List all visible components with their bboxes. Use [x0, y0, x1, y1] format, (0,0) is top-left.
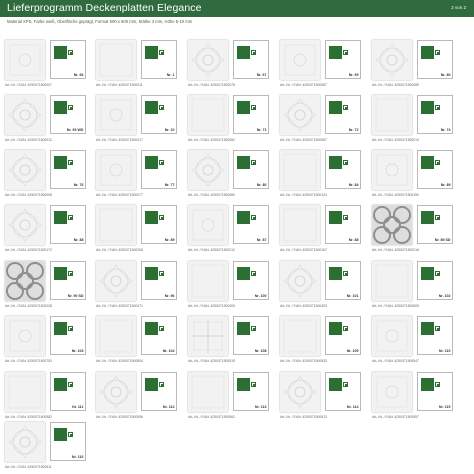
tile-info-box — [417, 372, 453, 411]
tile-image — [188, 150, 228, 190]
page-title: Lieferprogramm Deckenplatten Elegance — [7, 2, 202, 14]
tile-image — [96, 205, 136, 245]
tile-item — [188, 93, 272, 143]
tile-number: Nr. 67 — [256, 72, 267, 77]
tile-info-box — [325, 40, 361, 79]
tile-number: Nr. 101 — [346, 293, 359, 298]
tile-info-box — [141, 205, 177, 244]
tile-size-icon — [329, 156, 342, 169]
tile-info-box — [417, 95, 453, 134]
tile-size-small-icon — [68, 382, 73, 387]
tile-info-box — [233, 261, 269, 300]
tile-size-icon — [54, 211, 67, 224]
tile-info-box — [141, 150, 177, 189]
tile-info-box — [325, 316, 361, 355]
tile-article-number: Art.-Nr. / EAN: 4250071500082 — [188, 138, 235, 142]
tile-item — [280, 203, 364, 253]
tile-number: Nr. 89 — [164, 237, 175, 242]
tile-article-number: Art.-Nr. / EAN: 4250071500172 — [5, 248, 52, 252]
tile-image — [188, 95, 228, 135]
tile-image — [96, 372, 136, 412]
tile-info-box — [325, 372, 361, 411]
tile-info-box — [141, 261, 177, 300]
tile-item — [188, 370, 272, 420]
tile-article-number: Art.-Nr. / EAN: 4250071500596 — [96, 415, 143, 419]
tile-size-icon — [54, 322, 67, 335]
tile-size-small-icon — [159, 382, 164, 387]
tile-image — [5, 316, 45, 356]
tile-size-small-icon — [68, 50, 73, 55]
tile-image — [5, 150, 45, 190]
tile-number: Nr. 1 — [166, 72, 175, 77]
tile-size-small-icon — [68, 271, 73, 276]
tile-article-number: Art.-Nr. / EAN: 4250071500471 — [96, 304, 143, 308]
tile-size-small-icon — [159, 50, 164, 55]
tile-image — [280, 261, 320, 301]
tile-image — [96, 150, 136, 190]
tile-info-box — [233, 95, 269, 134]
tile-size-small-icon — [435, 215, 440, 220]
tile-size-small-icon — [343, 105, 348, 110]
tile-size-icon — [237, 156, 250, 169]
tile-size-small-icon — [343, 382, 348, 387]
tile-item — [372, 370, 456, 420]
tile-size-small-icon — [251, 326, 256, 331]
tile-size-small-icon — [68, 215, 73, 220]
tile-size-icon — [421, 378, 434, 391]
tile-article-number: Art.-Nr. / EAN: 4250071500519 — [188, 359, 235, 363]
tile-item — [96, 93, 180, 143]
tile-info-box — [141, 95, 177, 134]
tile-image — [188, 261, 228, 301]
tile-article-number: Art.-Nr. / EAN: 4250071500011 — [96, 83, 143, 87]
tile-image — [372, 95, 412, 135]
tile-size-small-icon — [68, 326, 73, 331]
tile-info-box — [141, 316, 177, 355]
tile-article-number: Art.-Nr. / EAN: 4250071500208 — [96, 248, 143, 252]
tile-size-icon — [237, 46, 250, 59]
tile-item — [96, 203, 180, 253]
tile-number: Nr. 80 — [440, 72, 451, 77]
tile-article-number: Art.-Nr. / EAN: 4250071500493 — [188, 304, 235, 308]
tile-number: Nr. 74 — [440, 127, 451, 132]
tile-size-icon — [329, 378, 342, 391]
tile-image — [5, 422, 45, 462]
tile-item — [96, 259, 180, 309]
tile-image — [372, 40, 412, 80]
tile-number: Nr. 80 — [256, 182, 267, 187]
tile-size-small-icon — [251, 105, 256, 110]
tile-image — [280, 40, 320, 80]
tile-size-small-icon — [435, 160, 440, 165]
tile-article-number: Art.-Nr. / EAN: 4250071500212 — [188, 248, 235, 252]
tile-size-icon — [237, 322, 250, 335]
tile-article-number: Art.-Nr. / EAN: 4250071500087 — [280, 138, 327, 142]
tile-image — [96, 95, 136, 135]
tile-size-icon — [54, 267, 67, 280]
tile-article-number: Art.-Nr. / EAN: 4250071500089 — [372, 83, 419, 87]
tile-number: Nr. 113 — [254, 404, 267, 409]
tile-number: Nr. 112 — [162, 404, 175, 409]
tile-item — [188, 203, 272, 253]
tile-size-icon — [54, 46, 67, 59]
tile-image — [372, 372, 412, 412]
tile-number: Nr. 66 — [73, 72, 84, 77]
tile-size-icon — [237, 101, 250, 114]
tile-image — [5, 261, 45, 301]
tile-size-small-icon — [343, 271, 348, 276]
tile-number: Nr. 88 — [73, 237, 84, 242]
tile-size-icon — [421, 101, 434, 114]
tile-size-small-icon — [159, 271, 164, 276]
tile-item — [280, 148, 364, 198]
tile-info-box — [233, 205, 269, 244]
tile-info-box — [417, 205, 453, 244]
tile-item — [96, 148, 180, 198]
tile-number: Nr. 71 — [256, 127, 267, 132]
tile-item — [188, 38, 272, 88]
tile-item — [5, 259, 89, 309]
tile-size-small-icon — [159, 215, 164, 220]
tile-info-box — [50, 316, 86, 355]
tile-item — [372, 93, 456, 143]
tile-image — [5, 205, 45, 245]
tile-image — [280, 95, 320, 135]
tile-image — [280, 150, 320, 190]
tile-number: Nr. 104 — [162, 348, 175, 353]
tile-article-number: Art.-Nr. / EAN: 4250071500561 — [188, 415, 235, 419]
tile-number: Nr. 108 — [254, 348, 267, 353]
tile-item — [96, 370, 180, 420]
tile-image — [280, 205, 320, 245]
tile-item — [5, 420, 89, 470]
tile-info-box — [233, 40, 269, 79]
tile-article-number: Art.-Nr. / EAN: 4250071500505 — [372, 304, 419, 308]
tile-number: Nr. 114 — [346, 404, 359, 409]
tile-size-small-icon — [435, 105, 440, 110]
tile-size-icon — [237, 378, 250, 391]
tile-size-small-icon — [343, 326, 348, 331]
tile-item — [188, 148, 272, 198]
tile-info-box — [325, 205, 361, 244]
tile-article-number: Art.-Nr. / EAN: 4250071500012 — [5, 138, 52, 142]
tile-info-box — [233, 372, 269, 411]
tile-item — [280, 259, 364, 309]
tile-info-box — [325, 261, 361, 300]
tile-item — [372, 38, 456, 88]
tile-size-small-icon — [435, 271, 440, 276]
tile-info-box — [417, 261, 453, 300]
tile-size-icon — [145, 322, 158, 335]
tile-article-number: Art.-Nr. / EAN: 4250071500493 — [280, 304, 327, 308]
tile-info-box — [417, 316, 453, 355]
tile-image — [96, 316, 136, 356]
tile-info-box — [50, 150, 86, 189]
tile-number: Nr. 96 — [164, 293, 175, 298]
tile-info-box — [50, 95, 86, 134]
tile-size-small-icon — [343, 160, 348, 165]
tile-size-icon — [421, 46, 434, 59]
tile-size-icon — [329, 267, 342, 280]
tile-size-small-icon — [159, 105, 164, 110]
tile-article-number: Art.-Nr. / EAN: 4250071500753 — [5, 359, 52, 363]
tile-item — [5, 370, 89, 420]
tile-info-box — [50, 205, 86, 244]
tile-item — [5, 148, 89, 198]
tile-article-number: Art.-Nr. / EAN: 4250071500017 — [96, 138, 143, 142]
tile-info-box — [50, 261, 86, 300]
tile-number: Nr. 103 — [71, 348, 84, 353]
tile-item — [188, 314, 272, 364]
tile-image — [5, 40, 45, 80]
tile-image — [372, 261, 412, 301]
tile-article-number: Art.-Nr. / EAN: 4250071500547 — [372, 359, 419, 363]
tile-size-icon — [145, 267, 158, 280]
tile-image — [280, 316, 320, 356]
tile-item — [280, 314, 364, 364]
tile-size-small-icon — [435, 50, 440, 55]
tile-size-icon — [421, 267, 434, 280]
tile-size-small-icon — [159, 326, 164, 331]
tile-info-box — [50, 372, 86, 411]
tile-size-icon — [54, 378, 67, 391]
tile-info-box — [325, 150, 361, 189]
tile-number: Nr. 89 — [440, 182, 451, 187]
tile-image — [188, 205, 228, 245]
tile-article-number: Art.-Nr. / EAN: 4250071500597 — [372, 415, 419, 419]
tile-number: Nr. 89 SD — [434, 237, 451, 242]
tile-image — [96, 40, 136, 80]
tile-article-number: Art.-Nr. / EAN: 4250071500804 — [96, 359, 143, 363]
tile-size-small-icon — [251, 160, 256, 165]
tile-number: Nr. 10 — [164, 127, 175, 132]
material-description: Material XPS, Farbe weiß, Oberfläche geprägt, Format 500 x 500 mm, Stärke 3 mm, Höhe 5-10 mm — [7, 19, 193, 24]
tile-number: Nr. 115 — [438, 404, 451, 409]
tile-info-box — [50, 40, 86, 79]
tile-image — [5, 95, 45, 135]
tile-image — [372, 316, 412, 356]
tile-size-small-icon — [251, 271, 256, 276]
tile-number: Nr. 110 — [438, 348, 451, 353]
tile-info-box — [50, 422, 86, 461]
tile-image — [188, 316, 228, 356]
tile-size-icon — [145, 46, 158, 59]
tile-size-small-icon — [159, 160, 164, 165]
tile-item — [5, 38, 89, 88]
tile-size-small-icon — [68, 105, 73, 110]
tile-item — [96, 314, 180, 364]
tile-size-small-icon — [251, 50, 256, 55]
tile-info-box — [233, 150, 269, 189]
tile-article-number: Art.-Nr. / EAN: 4250071500167 — [280, 248, 327, 252]
tile-item — [280, 38, 364, 88]
tile-size-icon — [329, 46, 342, 59]
tile-article-number: Art.-Nr. / EAN: 4250071500080 — [188, 193, 235, 197]
tile-item — [372, 148, 456, 198]
tile-number: Nr. 116 — [71, 454, 84, 459]
tile-number: Nr. 72 — [348, 127, 359, 132]
tile-size-small-icon — [435, 382, 440, 387]
tile-size-icon — [145, 156, 158, 169]
tile-size-icon — [329, 101, 342, 114]
tile-item — [280, 93, 364, 143]
tile-size-icon — [145, 378, 158, 391]
tile-item — [5, 203, 89, 253]
tile-size-icon — [145, 101, 158, 114]
tile-item — [372, 203, 456, 253]
tile-article-number: Art.-Nr. / EAN: 4250071500014 — [372, 138, 419, 142]
tile-number: Nr. 102 — [438, 293, 451, 298]
tile-image — [188, 372, 228, 412]
tile-size-small-icon — [251, 382, 256, 387]
tile-info-box — [233, 316, 269, 355]
tile-info-box — [417, 150, 453, 189]
tile-number: Nr. 69 WD — [66, 127, 84, 132]
tile-size-icon — [421, 156, 434, 169]
page-number: 2 von 2 — [451, 5, 466, 10]
tile-image — [280, 372, 320, 412]
tile-number: Nr. 84 — [348, 182, 359, 187]
tile-size-small-icon — [343, 215, 348, 220]
tile-article-number: Art.-Nr. / EAN: 4250071500582 — [5, 415, 52, 419]
tile-size-icon — [54, 428, 67, 441]
tile-item — [372, 259, 456, 309]
tile-item — [96, 38, 180, 88]
tile-size-small-icon — [251, 215, 256, 220]
tile-item — [5, 93, 89, 143]
tile-image — [96, 261, 136, 301]
tile-number: Nr. 90 SD — [67, 293, 84, 298]
tile-size-icon — [145, 211, 158, 224]
tile-number: Nr. 111 — [72, 404, 84, 409]
tile-image — [188, 40, 228, 80]
tile-article-number: Art.-Nr. / EAN: 4250071500228 — [5, 304, 52, 308]
tile-number: Nr. 87 — [256, 237, 267, 242]
tile-article-number: Art.-Nr. / EAN: 4250071500008 — [5, 193, 52, 197]
tile-article-number: Art.-Nr. / EAN: 4250071500533 — [280, 359, 327, 363]
tile-image — [372, 205, 412, 245]
tile-info-box — [141, 40, 177, 79]
tile-info-box — [141, 372, 177, 411]
tile-article-number: Art.-Nr. / EAN: 4250071500611 — [5, 465, 52, 469]
tile-image — [5, 372, 45, 412]
tile-item — [280, 370, 364, 420]
tile-number: Nr. 88 — [348, 237, 359, 242]
tile-article-number: Art.-Nr. / EAN: 4250071500077 — [96, 193, 143, 197]
tile-size-icon — [237, 211, 250, 224]
tile-image — [372, 150, 412, 190]
tile-size-small-icon — [68, 160, 73, 165]
tile-number: Nr. 109 — [346, 348, 359, 353]
tile-article-number: Art.-Nr. / EAN: 4250071500216 — [372, 248, 419, 252]
tile-size-small-icon — [435, 326, 440, 331]
tile-info-box — [325, 95, 361, 134]
tile-size-icon — [237, 267, 250, 280]
tile-number: Nr. 69 — [348, 72, 359, 77]
tile-article-number: Art.-Nr. / EAN: 4250071500007 — [5, 83, 52, 87]
tile-number: Nr. 76 — [73, 182, 84, 187]
tile-size-small-icon — [343, 50, 348, 55]
tile-number: Nr. 100 — [254, 293, 267, 298]
tile-size-small-icon — [68, 432, 73, 437]
tile-size-icon — [421, 211, 434, 224]
tile-article-number: Art.-Nr. / EAN: 4250071500613 — [280, 415, 327, 419]
tile-size-icon — [54, 156, 67, 169]
tile-item — [5, 314, 89, 364]
tile-item — [372, 314, 456, 364]
tile-article-number: Art.-Nr. / EAN: 4250071500190 — [372, 193, 419, 197]
tile-size-icon — [329, 322, 342, 335]
tile-size-icon — [54, 101, 67, 114]
tile-article-number: Art.-Nr. / EAN: 4250071500087 — [280, 83, 327, 87]
tile-item — [188, 259, 272, 309]
tile-number: Nr. 77 — [164, 182, 175, 187]
tile-article-number: Art.-Nr. / EAN: 4250071500078 — [188, 83, 235, 87]
tile-article-number: Art.-Nr. / EAN: 4250071500124 — [280, 193, 327, 197]
tile-info-box — [417, 40, 453, 79]
tile-size-icon — [329, 211, 342, 224]
tile-size-icon — [421, 322, 434, 335]
